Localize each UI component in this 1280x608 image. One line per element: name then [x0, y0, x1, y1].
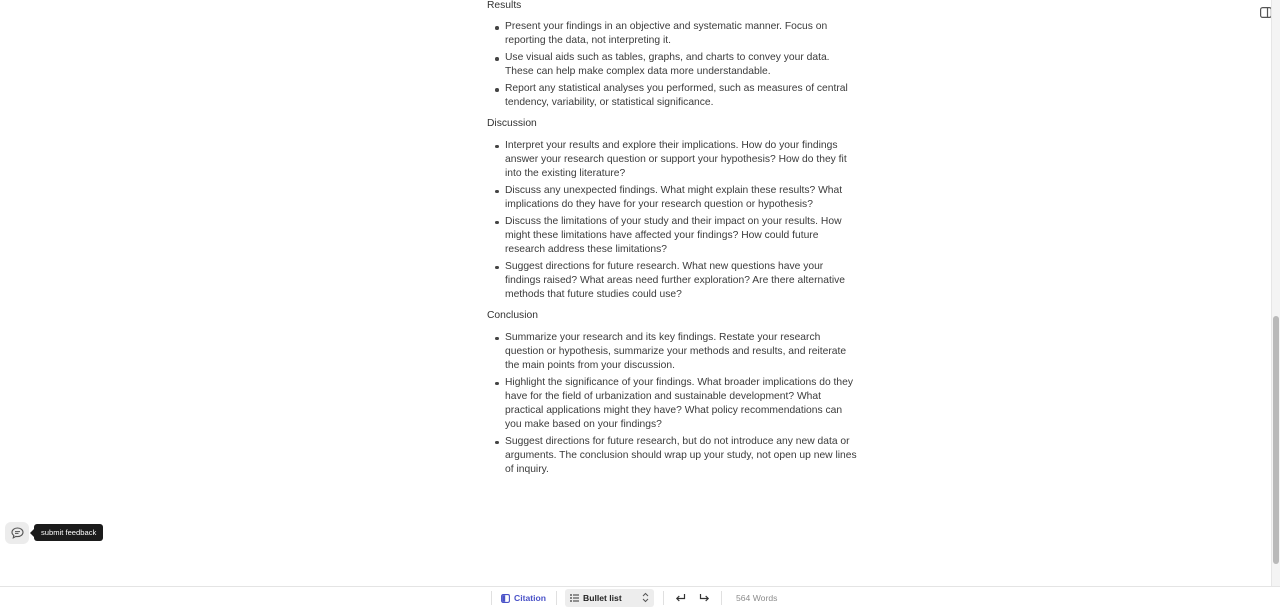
citation-label: Citation	[514, 593, 546, 603]
chat-bubble-icon	[11, 527, 24, 539]
bullet-list-results	[487, 20, 859, 110]
redo-icon	[699, 593, 710, 603]
list-item: Present your findings in an objective and systematic manner. Focus on reporting the data, not interpreting it.	[487, 20, 859, 48]
toolbar-divider	[556, 591, 557, 605]
bullet-list-icon	[570, 594, 579, 602]
toolbar-divider	[491, 591, 492, 605]
list-item: Discuss the limitations of your study and their impact on your results. How might these limitations have affected your findings? How could future research address these limitations?	[487, 215, 859, 258]
undo-icon	[675, 593, 686, 603]
toolbar-divider	[663, 591, 664, 605]
list-item: Suggest directions for future research, but do not introduce any new data or arguments. The conclusion should wrap up your study, not open up new lines of inquiry.	[487, 435, 859, 478]
citation-button[interactable]	[501, 587, 546, 608]
redo-button[interactable]	[699, 587, 710, 608]
list-item: Report any statistical analyses you performed, such as measures of central tendency, variability, or statistical significance.	[487, 82, 859, 110]
toolbar-divider	[721, 591, 722, 605]
bullet-list-conclusion	[487, 331, 859, 478]
section-heading-discussion: Discussion	[487, 118, 537, 130]
scrollbar-thumb[interactable]	[1273, 316, 1279, 564]
section-heading-conclusion: Conclusion	[487, 310, 538, 322]
bottom-toolbar	[0, 586, 1280, 608]
format-select-value: Bullet list	[583, 593, 622, 603]
chevron-updown-icon	[642, 592, 649, 603]
document-body[interactable]	[487, 0, 859, 485]
format-select[interactable]	[565, 589, 654, 607]
list-item: Discuss any unexpected findings. What might explain these results? What implications do they have for your research question or hypothesis?	[487, 184, 859, 212]
undo-button[interactable]	[675, 587, 686, 608]
list-item: Summarize your research and its key findings. Restate your research question or hypothesis, summarize your methods and results, and reiterate the main points from your discussion.	[487, 331, 859, 374]
word-count: 564 Words	[736, 593, 778, 603]
feedback-button[interactable]	[5, 522, 29, 544]
feedback-tooltip: submit feedback	[34, 524, 103, 541]
citation-icon	[501, 594, 510, 603]
section-heading-results: Results	[487, 0, 522, 11]
vertical-scrollbar[interactable]	[1271, 0, 1280, 586]
bullet-list-discussion	[487, 139, 859, 303]
list-item: Interpret your results and explore their implications. How do your findings answer your research question or support your hypothesis? How do they fit into the existing literature?	[487, 139, 859, 182]
list-item: Suggest directions for future research. What new questions have your findings raised? What areas need further exploration? Are there alternative methods that future studies could use?	[487, 260, 859, 303]
list-item: Use visual aids such as tables, graphs, and charts to convey your data. These can help make complex data more understandable.	[487, 51, 859, 79]
list-item: Highlight the significance of your findings. What broader implications do they have for the field of urbanization and sustainable development? What practical applications might they have? What policy recommendations can you make based on your findings?	[487, 376, 859, 433]
